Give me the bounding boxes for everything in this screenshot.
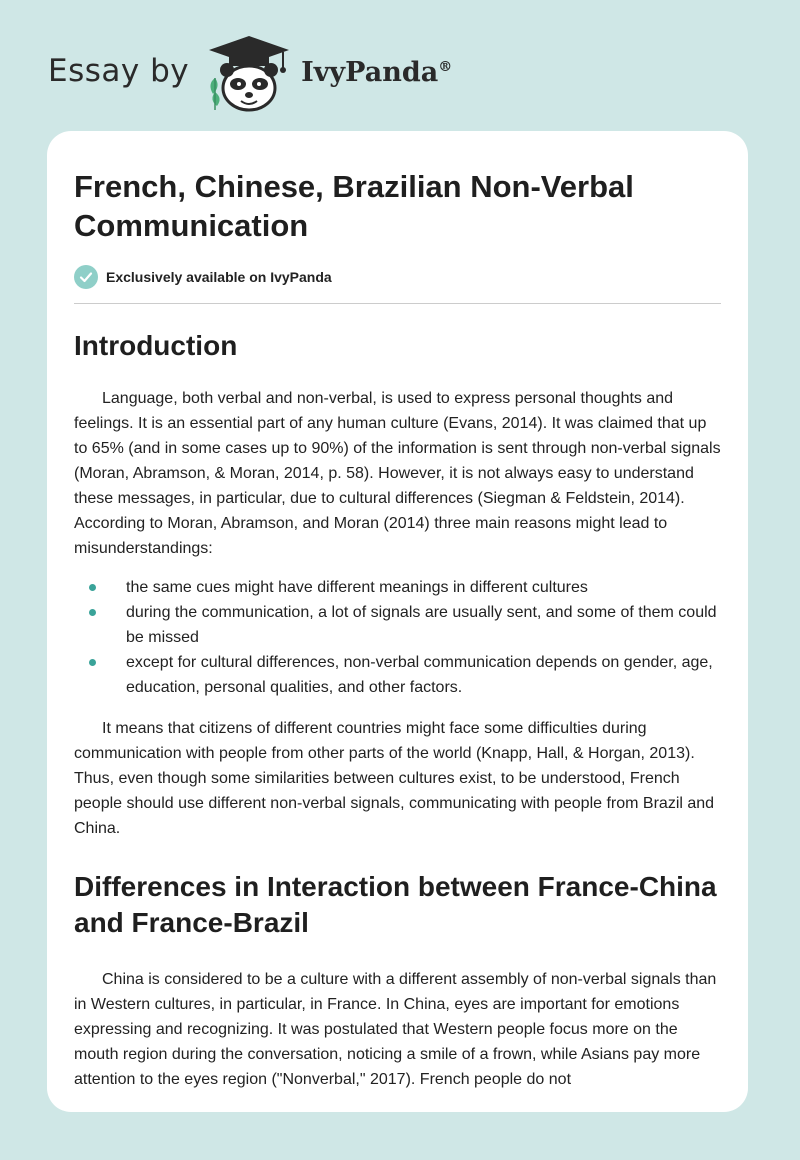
bullet-list xyxy=(74,575,721,700)
site-header xyxy=(48,34,452,114)
check-icon xyxy=(74,265,98,289)
section-heading: Introduction xyxy=(74,330,238,361)
section-differences xyxy=(74,869,721,1092)
list-item: except for cultural differences, non-verbal communication depends on gender, age, education, personal qualities, and other factors. xyxy=(126,650,721,700)
paragraph: It means that citizens of different countries might face some difficulties during communication with people from other parts of the world (Knapp, Hall, & Horgan, 2013). Thus, even though some similarities between cultures exist, to be understood, French people should use different non-verbal signals, communicating with people from Brazil and China. xyxy=(74,720,715,837)
essay-card xyxy=(47,131,748,1112)
essay-by-label: Essay by xyxy=(48,53,190,89)
paragraph: Language, both verbal and non-verbal, is used to express personal thoughts and feelings. It is an essential part of any human culture (Evans, 2014). It was claimed that up to 65% (and in some cases up to 90%) of the information is sent through non-verbal signals (Moran, Abramson, & Moran, 2014, p. 58). However, it is not always easy to understand these messages, in particular, due to cultural differences (Siegman & Feldstein, 2014). According to Moran, Abramson, and Moran (2014) three main reasons might lead to misunderstandings: xyxy=(74,390,721,557)
list-item: during the communication, a lot of signals are usually sent, and some of them could be missed xyxy=(126,600,721,650)
page-title: French, Chinese, Brazilian Non-Verbal Communication xyxy=(74,169,634,243)
section-heading: Differences in Interaction between France-China and France-Brazil xyxy=(74,871,717,938)
registered-mark: ® xyxy=(438,58,453,75)
list-item: the same cues might have different meanings in different cultures xyxy=(126,575,721,600)
paragraph: China is considered to be a culture with a different assembly of non-verbal signals than in Western cultures, in particular, in France. In China, eyes are important for emotions expressing and recognizing. It was postulated that Western people focus more on the mouth region during the conversation, noticing a smile of a frown, while Asians pay more attention to the eyes region ("Nonverbal," 2017). French people do not xyxy=(74,971,717,1088)
section-introduction xyxy=(74,328,721,841)
exclusive-badge xyxy=(74,265,721,304)
brand-name[interactable]: IvyPanda® xyxy=(301,56,453,88)
badge-label: Exclusively available on IvyPanda xyxy=(106,269,332,285)
panda-logo-icon[interactable] xyxy=(203,34,295,114)
